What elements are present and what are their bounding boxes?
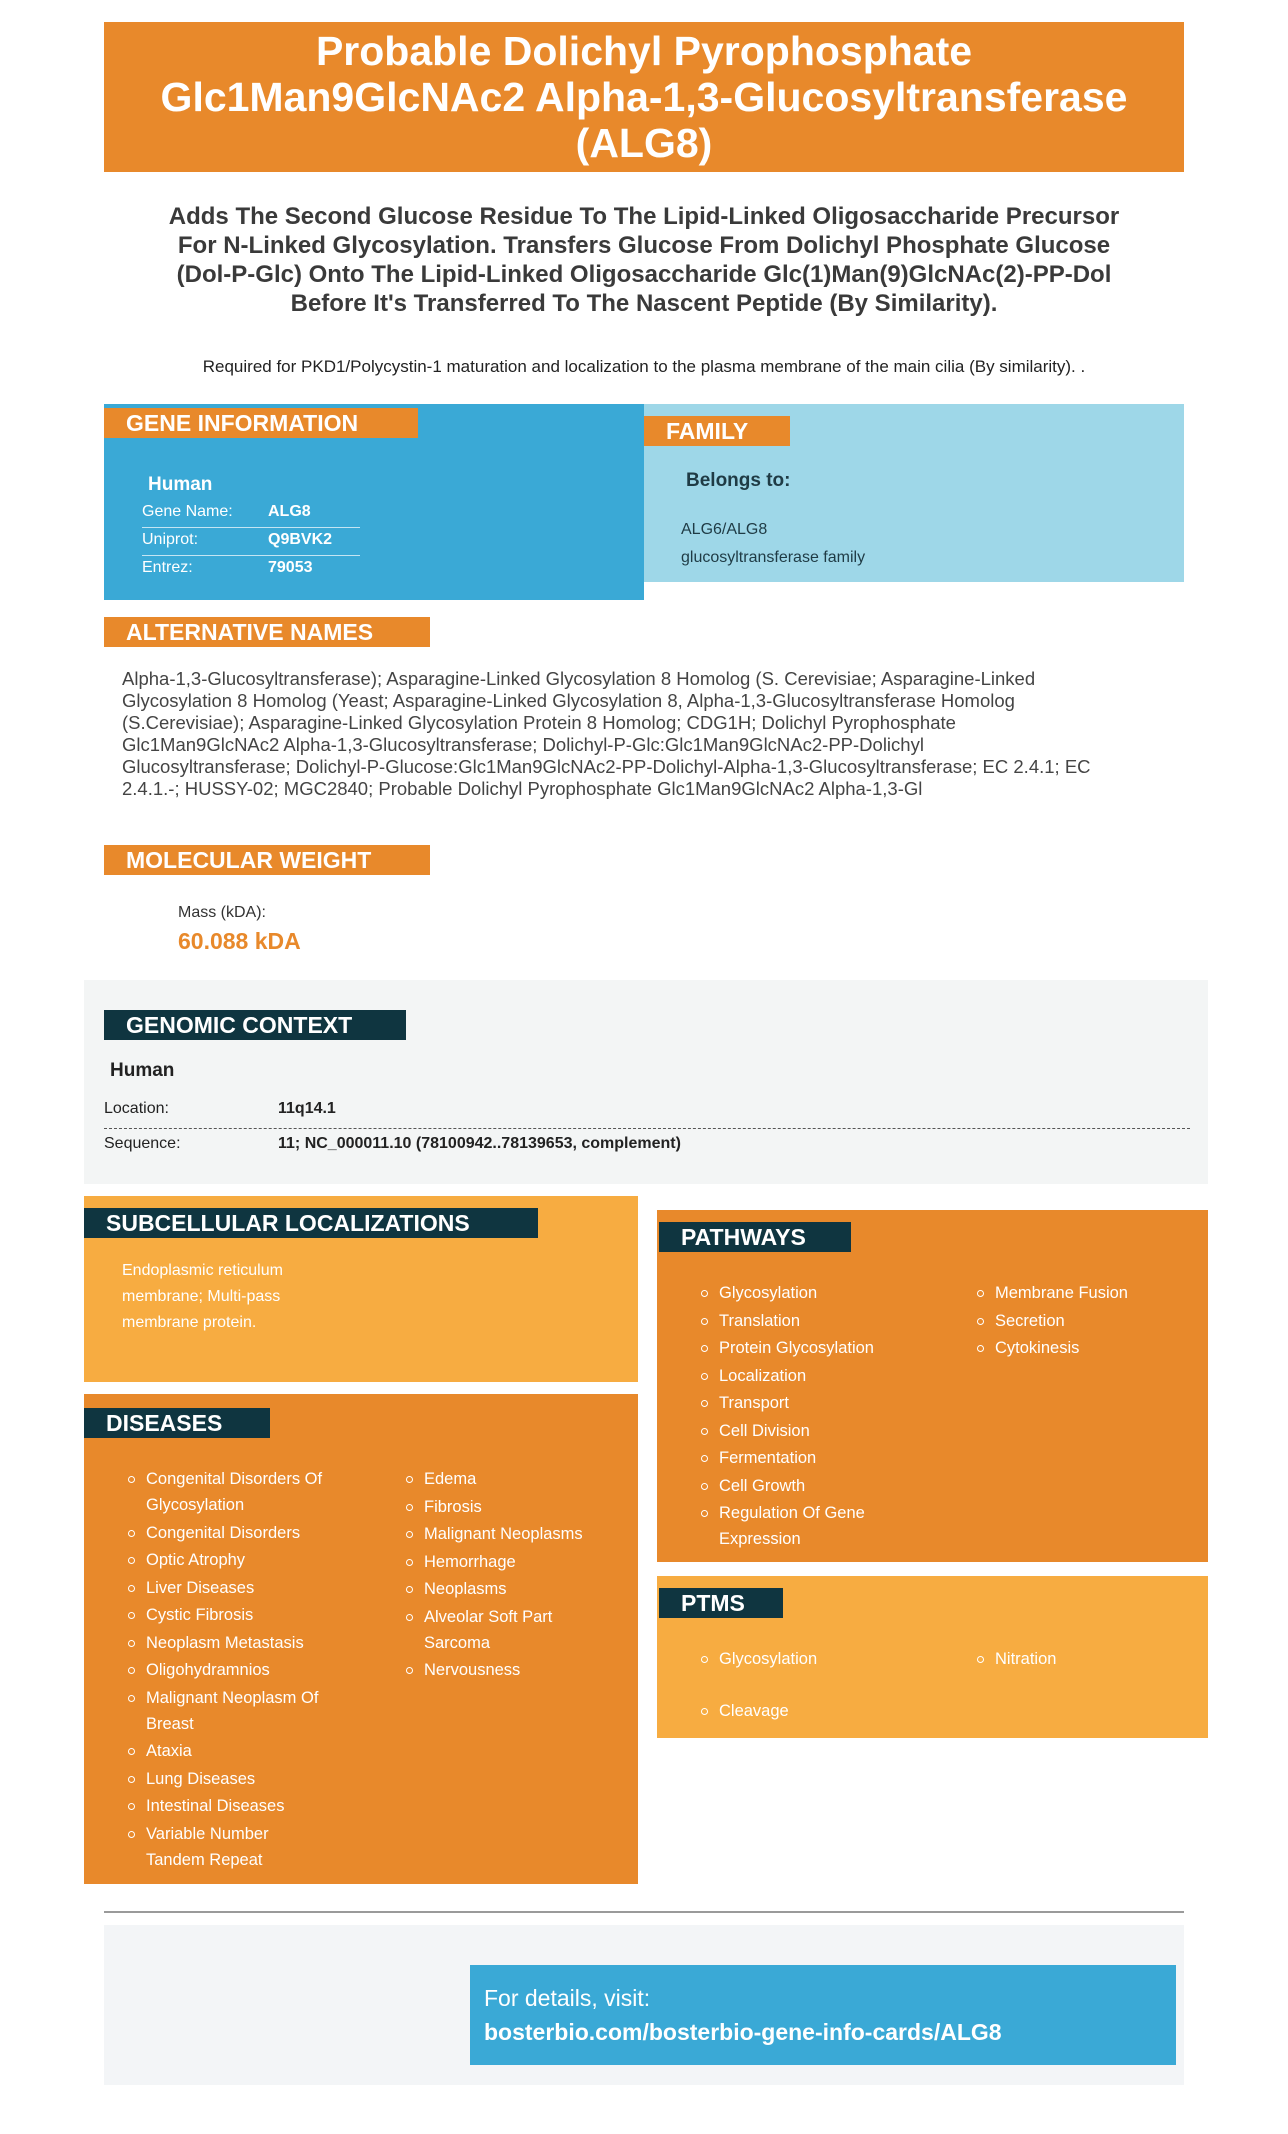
details-link-box[interactable] [470,1965,1176,2065]
list-item [126,1738,366,1764]
gene-name-label: Gene Name: [142,503,233,520]
list-item-text: Localization [719,1366,807,1385]
entrez-value: 79053 [268,559,313,576]
list-item [126,1602,366,1628]
alt-name-line: Glycosylation 8 Homolog (Yeast; Asparagine-Linked Glycosylation 8, Alpha-1,3-Glucosyltransferase Homolog [122,690,1015,711]
pathways-header: PATHWAYS [659,1222,851,1252]
list-item [126,1466,366,1518]
list-item-text: Optic Atrophy [146,1551,246,1569]
uniprot-label: Uniprot: [142,531,199,548]
ptms-panel [657,1576,1208,1738]
list-item [699,1390,939,1416]
pathways-list [699,1280,939,1554]
list-item-text: Edema [424,1470,477,1488]
details-link[interactable]: bosterbio.com/bosterbio-gene-info-cards/ALG8 [484,2019,1002,2045]
gene-information-panel [104,404,644,600]
gene-name-value: ALG8 [268,503,311,520]
list-item-text: Expression [719,1530,801,1548]
list-item [699,1473,939,1499]
page-title [104,22,1184,172]
gene-species: Human [148,474,213,495]
location-label: Location: [104,1100,169,1117]
list-item-text: Intestinal Diseases [146,1797,285,1815]
list-item-text: Ataxia [146,1742,192,1760]
pathways-list [975,1280,1195,1363]
list-item-text: Cell Growth [719,1476,806,1495]
family-header: FAMILY [644,416,790,446]
list-item-text: Neoplasm Metastasis [146,1633,304,1652]
list-item [404,1494,634,1520]
list-item-text: Liver Diseases [146,1578,255,1597]
footer-divider [104,1911,1184,1913]
list-item-text: Regulation Of Gene [719,1504,865,1522]
summary-line: Adds The Second Glucose Residue To The Lipid-Linked Oligosaccharide Precursor [168,203,1120,230]
list-item: Nitration [975,1646,1195,1672]
alt-name-line: Alpha-1,3-Glucosyltransferase); Asparagine-Linked Glycosylation 8 Homolog (S. Cerevisiae; Asparagine-Linked [122,668,1036,689]
list-item [126,1766,366,1792]
visit-label: For details, visit: [484,1985,651,2011]
alt-name-line: (S.Cerevisiae); Asparagine-Linked Glycosylation Protein 8 Homolog; CDG1H; Dolichyl Pyrophosphate [122,712,956,733]
list-item-text: Translation [719,1311,801,1330]
subcellular-line: membrane; Multi-pass [122,1288,281,1305]
gene-name-row [142,498,360,526]
genomic-species: Human [110,1060,175,1081]
summary-line: Before It's Transferred To The Nascent Peptide (By Similarity). [290,290,998,317]
sequence-value: 11; NC_000011.10 (78100942..78139653, complement) [278,1135,681,1152]
subcellular-text [122,1258,322,1336]
list-item [126,1793,366,1819]
list-item [699,1308,939,1334]
divider [104,1128,1190,1129]
list-item-text: Protein Glycosylation [719,1339,874,1357]
genomic-context-header: GENOMIC CONTEXT [104,1010,406,1040]
list-item [975,1308,1195,1334]
list-item-text: Oligohydramnios [146,1661,270,1679]
list-item-text: Lung Diseases [146,1769,256,1788]
ptms-list [699,1646,939,1726]
diseases-list [126,1466,366,1874]
family-line: glucosyltransferase family [681,549,866,566]
alt-name-line: Glucosyltransferase; Dolichyl-P-Glucose:Glc1Man9GlcNAc2-PP-Dolichyl-Alpha-1,3-Glucosyltransferase; EC 2.4.1; EC [122,756,1091,777]
list-item-text: Membrane Fusion [995,1284,1128,1302]
list-item-text: Malignant Neoplasms [424,1525,583,1543]
list-item-text: Glycosylation [719,1284,818,1302]
list-item-text: Sarcoma [424,1633,491,1652]
list-item [126,1630,366,1656]
subcellular-line: membrane protein. [122,1314,257,1331]
list-item [699,1363,939,1389]
uniprot-row [142,526,360,554]
list-item [699,1445,939,1471]
subcellular-localizations-panel [84,1196,638,1382]
list-item [404,1657,634,1683]
subcellular-header: SUBCELLULAR LOCALIZATIONS [84,1208,538,1238]
list-item [126,1520,366,1546]
list-item-text: Breast [146,1714,194,1733]
list-item-text: Congenital Disorders Of [146,1470,323,1488]
list-item-text: Nervousness [424,1661,521,1679]
title-line: (ALG8) [575,120,713,166]
subcellular-line: Endoplasmic reticulum [122,1262,283,1279]
list-item [699,1335,939,1361]
list-item [126,1657,366,1683]
list-item [975,1335,1195,1361]
molecular-weight-header: MOLECULAR WEIGHT [104,845,430,875]
list-item-text: Malignant Neoplasm Of [146,1688,319,1707]
list-item-text: Congenital Disorders [146,1523,301,1542]
alt-name-line: 2.4.1.-; HUSSY-02; MGC2840; Probable Dolichyl Pyrophosphate Glc1Man9GlcNAc2 Alpha-1,3-Gl [122,778,923,799]
list-item-text: Variable Number [146,1824,269,1843]
summary-line: (Dol-P-Glc) Onto The Lipid-Linked Oligosaccharide Glc(1)Man(9)GlcNAc(2)-PP-Dol [176,261,1112,288]
list-item [404,1576,634,1602]
list-item [404,1549,634,1575]
mass-label: Mass (kDA): [178,904,266,921]
list-item-text: Fibrosis [424,1497,482,1516]
summary-line: For N-Linked Glycosylation. Transfers Glucose From Dolichyl Phosphate Glucose [177,232,1111,259]
list-item-text: Cytokinesis [995,1339,1080,1357]
alternative-names-text [122,668,1182,800]
list-item-text: Hemorrhage [424,1552,516,1571]
list-item [126,1575,366,1601]
list-item-text: Glycosylation [146,1496,245,1514]
list-item [699,1500,939,1552]
gene-information-header: GENE INFORMATION [104,408,418,438]
title-line: Glc1Man9GlcNAc2 Alpha-1,3-Glucosyltransferase [160,74,1128,120]
ptms-header: PTMS [659,1588,783,1618]
title-line: Probable Dolichyl Pyrophosphate [315,28,973,74]
genomic-context-panel [84,980,1208,1184]
pathways-panel [657,1210,1208,1562]
diseases-header: DISEASES [84,1408,270,1438]
list-item-text: Transport [719,1394,789,1412]
list-item [126,1821,366,1873]
list-item [699,1280,939,1306]
sequence-label: Sequence: [104,1135,181,1152]
list-item-text: Secretion [995,1311,1065,1330]
list-item: Glycosylation [699,1646,939,1672]
family-panel [644,404,1184,582]
function-summary [110,202,1178,318]
list-item-text: Cell Division [719,1421,810,1440]
alt-name-line: Glc1Man9GlcNAc2 Alpha-1,3-Glucosyltransferase; Dolichyl-P-Glc:Glc1Man9GlcNAc2-PP-Dolichyl [122,734,924,755]
belongs-to-label: Belongs to: [686,470,791,491]
alternative-names-header: ALTERNATIVE NAMES [104,617,430,647]
list-item [404,1466,634,1492]
ptms-list [975,1646,1195,1674]
list-item [126,1547,366,1573]
list-item-text: Alveolar Soft Part [424,1607,553,1626]
function-note: Required for PKD1/Polycystin-1 maturation and localization to the plasma membrane of the main cilia (By similarity). . [202,357,1086,376]
entrez-row [142,554,360,582]
list-item-text: Neoplasms [424,1580,507,1598]
uniprot-value: Q9BVK2 [268,531,333,548]
list-item [699,1418,939,1444]
location-value: 11q14.1 [278,1100,336,1117]
list-item [975,1280,1195,1306]
list-item: Cleavage [699,1698,939,1724]
entrez-label: Entrez: [142,559,193,576]
list-item-text: Cystic Fibrosis [146,1606,254,1624]
mass-value: 60.088 kDA [178,928,301,954]
list-item [404,1521,634,1547]
diseases-panel [84,1394,638,1884]
family-name [681,516,865,572]
list-item-text: Fermentation [719,1449,817,1467]
list-item [404,1604,634,1656]
list-item [126,1685,366,1737]
family-line: ALG6/ALG8 [681,521,768,538]
list-item-text: Tandem Repeat [146,1850,263,1869]
diseases-list [404,1466,634,1685]
